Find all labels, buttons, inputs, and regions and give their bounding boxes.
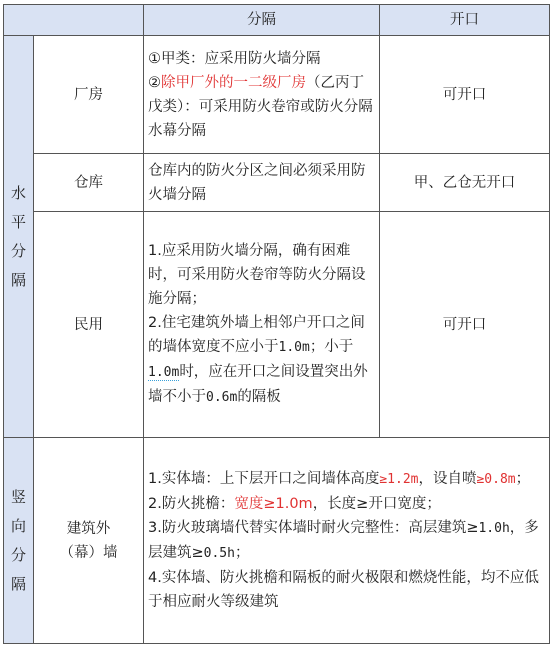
civil-name: 民用 — [34, 212, 144, 438]
warehouse-opening: 甲、乙仓无开口 — [380, 154, 550, 212]
curtain-wall-text — [144, 438, 550, 644]
row-civil — [4, 212, 550, 438]
factory-text — [144, 36, 380, 154]
row-factory — [4, 36, 550, 154]
warehouse-name: 仓库 — [34, 154, 144, 212]
corner-cell — [4, 5, 144, 36]
highlight-text: 除甲厂外的一二级厂房 — [161, 74, 306, 91]
header-partition: 分隔 — [144, 5, 380, 36]
row-curtain-wall — [4, 438, 550, 644]
vertical-label: 竖 向 分 隔 — [4, 438, 34, 644]
civil-para-2: 2.住宅建筑外墙上相邻户开口之间的墙体宽度不应小于1.0m；小于1.0m时，应在开口之间设置突出外墙不小于0.6m的隔板 — [148, 315, 368, 405]
factory-opening: 可开口 — [380, 36, 550, 154]
fire-partition-table — [3, 4, 550, 644]
factory-name: 厂房 — [34, 36, 144, 154]
civil-opening: 可开口 — [380, 212, 550, 438]
curtain-wall-name: 建筑外 （幕）墙 — [34, 438, 144, 644]
factory-line-1: ①甲类：应采用防火墙分隔 — [148, 50, 321, 67]
civil-para-1: 1.应采用防火墙分隔，确有困难时，可采用防火卷帘等防火分隔设施分隔； — [148, 243, 366, 307]
vertical-line-1: 1.实体墙：上下层开口之间墙体高度≥1.2m，设自喷≥0.8m； — [148, 471, 531, 487]
civil-text — [144, 212, 380, 438]
horizontal-label: 水 平 分 隔 — [4, 36, 34, 438]
row-warehouse — [4, 154, 550, 212]
vertical-line-3: 3.防火玻璃墙代替实体墙时耐火完整性：高层建筑≥1.0h，多层建筑≥0.5h； — [148, 520, 539, 561]
factory-line-2: ②除甲厂外的一二级厂房（乙丙丁戊类）：可采用防火卷帘或防火分隔水幕分隔 — [148, 74, 373, 139]
warehouse-text: 仓库内的防火分区之间必须采用防火墙分隔 — [144, 154, 380, 212]
vertical-line-2: 2.防火挑檐：宽度≥1.0m，长度≥开口宽度； — [148, 496, 441, 512]
vertical-line-4: 4.实体墙、防火挑檐和隔板的耐火极限和燃烧性能，均不应低于相应耐火等级建筑 — [148, 570, 539, 610]
highlight-text: 宽度≥1.0m — [234, 496, 313, 512]
header-row — [4, 5, 550, 36]
header-opening: 开口 — [380, 5, 550, 36]
